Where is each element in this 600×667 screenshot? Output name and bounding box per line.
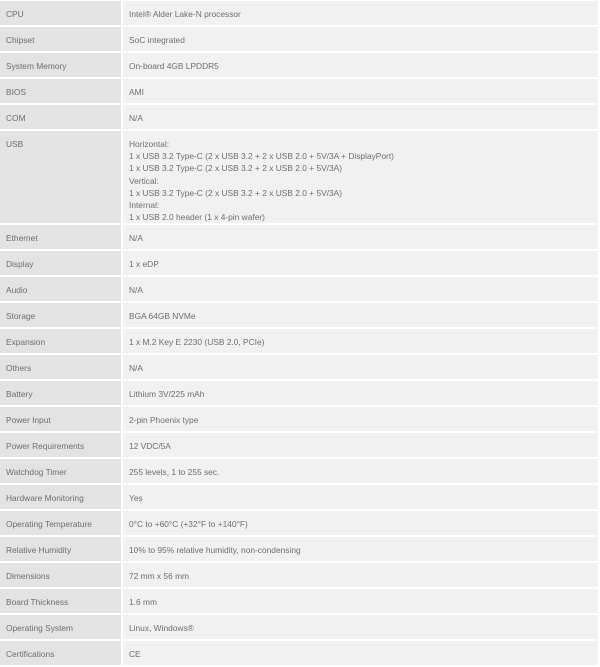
spec-value-line: N/A [129,363,143,374]
spec-value-line: 1 x USB 3.2 Type-C (2 x USB 3.2 + 2 x USB 2.0 + 5V/3A + DisplayPort) [129,151,394,162]
spec-value-line: 1 x USB 3.2 Type-C (2 x USB 3.2 + 2 x USB 2.0 + 5V/3A) [129,187,343,198]
spec-label: COM [0,105,123,129]
spec-value-line: On-board 4GB LPDDR5 [129,61,219,71]
spec-row [0,537,598,561]
spec-value-line: Lithium 3V/225 mAh [129,389,205,400]
spec-value-line: 72 mm x 56 mm [129,571,190,582]
spec-row [0,105,598,129]
spec-value [123,27,598,51]
spec-row [0,225,598,249]
spec-value [123,641,598,665]
spec-row [0,433,598,457]
spec-row [0,27,598,51]
spec-value [123,277,598,301]
spec-label: Board Thickness [0,589,123,613]
spec-label: USB [0,131,123,223]
spec-value [123,131,598,223]
spec-value-line: 1 x eDP [129,259,159,270]
spec-value-line: Linux, Windows® [129,623,194,634]
spec-value-line: 1 x USB 2.0 header (1 x 4-pin wafer) [129,212,265,223]
spec-value [123,53,598,77]
spec-value [123,251,598,275]
spec-label: Hardware Monitoring [0,485,123,509]
spec-label: Power Input [0,407,123,431]
spec-value [123,433,598,457]
spec-row [0,251,598,275]
spec-label: Power Requirements [0,433,123,457]
spec-value-line: N/A [129,285,143,296]
spec-row [0,407,598,431]
spec-label: Watchdog Timer [0,459,123,483]
spec-value-line: 255 levels, 1 to 255 sec. [129,467,220,478]
spec-value [123,355,598,379]
spec-label: Operating System [0,615,123,639]
spec-value-line: SoC integrated [129,35,185,45]
spec-label: Ethernet [0,225,123,249]
spec-row [0,381,598,405]
spec-value [123,225,598,249]
spec-value [123,79,598,103]
spec-value [123,537,598,561]
spec-row [0,303,598,327]
spec-row [0,615,598,639]
spec-value [123,407,598,431]
spec-value-line: BGA 64GB NVMe [129,311,196,322]
spec-row [0,131,598,223]
spec-value-line: 10% to 95% relative humidity, non-condensing [129,545,301,556]
spec-label: Display [0,251,123,275]
spec-value-line: Intel® Alder Lake-N processor [129,9,241,19]
spec-label: Certifications [0,641,123,665]
spec-row [0,277,598,301]
spec-row [0,641,598,665]
spec-value [123,589,598,613]
spec-value-line: Internal: [129,200,160,211]
spec-value-line: N/A [129,233,143,244]
spec-label: Battery [0,381,123,405]
spec-value [123,303,598,327]
spec-value-line: 1 x USB 3.2 Type-C (2 x USB 3.2 + 2 x USB 2.0 + 5V/3A) [129,163,343,174]
spec-row [0,563,598,587]
spec-label: Operating Temperature [0,511,123,535]
spec-row [0,53,598,77]
spec-label: Audio [0,277,123,301]
spec-row [0,485,598,509]
spec-row [0,329,598,353]
spec-label: Others [0,355,123,379]
spec-table-body [0,1,598,665]
spec-label: Dimensions [0,563,123,587]
spec-value-line: N/A [129,113,143,123]
spec-label: Chipset [0,27,123,51]
spec-value-line: 0°C to +60°C (+32°F to +140°F) [129,519,248,530]
spec-value-line: Yes [129,493,143,504]
spec-value-line: AMI [129,87,144,97]
spec-value-line: 2-pin Phoenix type [129,415,199,426]
spec-label: Storage [0,303,123,327]
spec-label: System Memory [0,53,123,77]
spec-value [123,563,598,587]
spec-value [123,485,598,509]
spec-value [123,459,598,483]
spec-row [0,79,598,103]
spec-row [0,459,598,483]
spec-row [0,1,598,25]
spec-value [123,1,598,25]
spec-row [0,589,598,613]
spec-value [123,511,598,535]
spec-value [123,615,598,639]
spec-value [123,105,598,129]
spec-value-line: 1 x M.2 Key E 2230 (USB 2.0, PCIe) [129,337,265,348]
spec-value-line: Horizontal: [129,139,170,149]
spec-value-line: 12 VDC/5A [129,441,171,452]
spec-value-line: CE [129,649,141,660]
spec-row [0,511,598,535]
spec-label: Relative Humidity [0,537,123,561]
spec-row [0,355,598,379]
spec-value [123,329,598,353]
spec-label: BIOS [0,79,123,103]
spec-value-line: 1.6 mm [129,597,157,608]
spec-value-line: Vertical: [129,175,159,186]
spec-value [123,381,598,405]
spec-label: Expansion [0,329,123,353]
spec-label: CPU [0,1,123,25]
